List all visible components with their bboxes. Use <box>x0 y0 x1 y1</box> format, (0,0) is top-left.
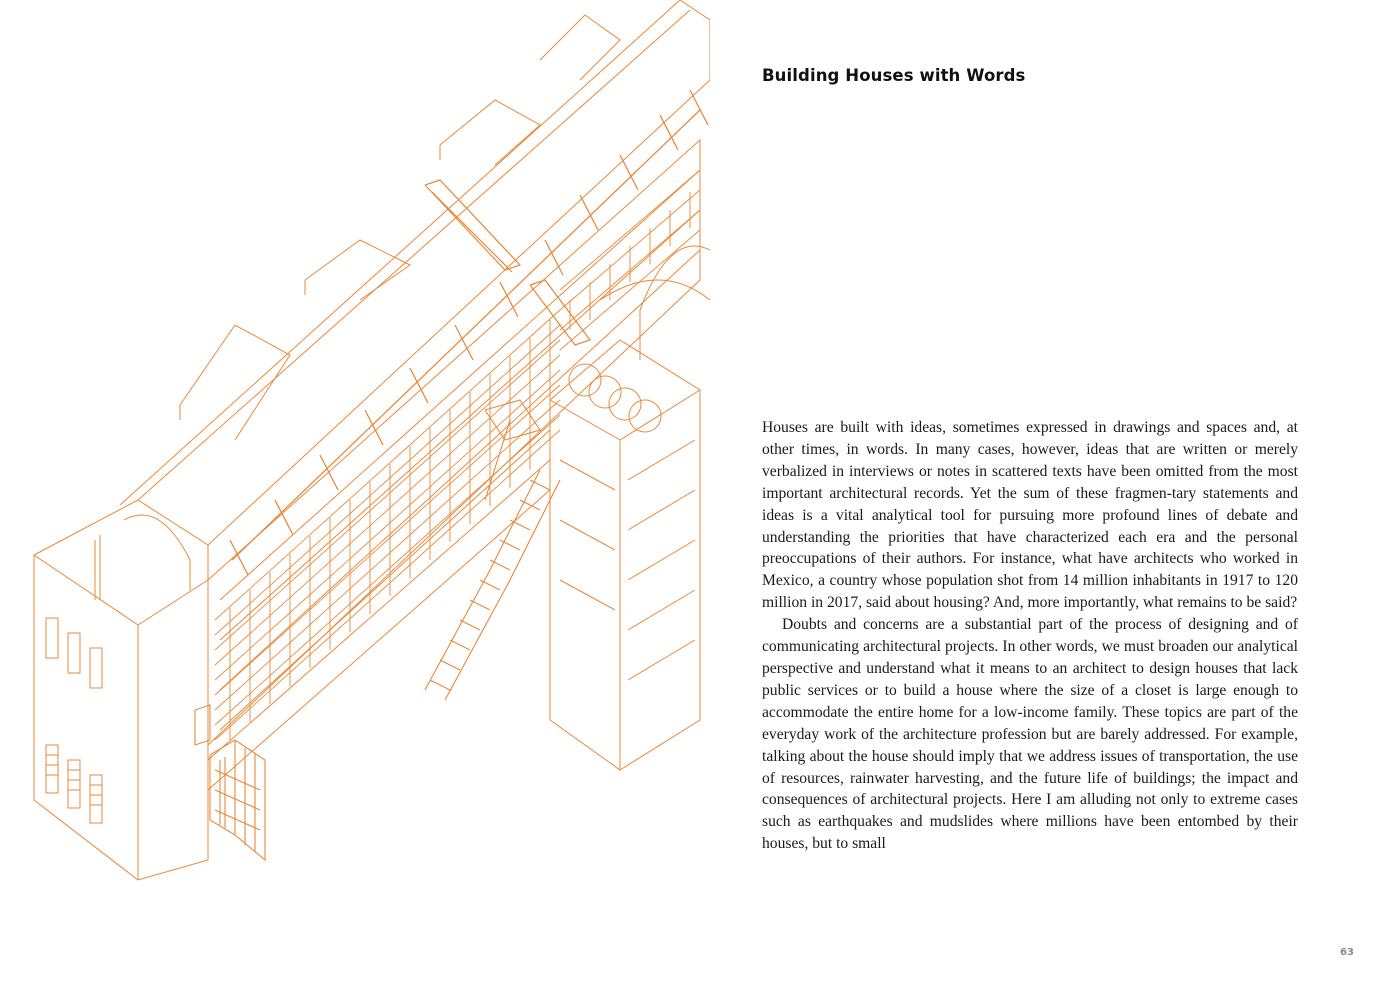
paragraph-2: Doubts and concerns are a substantial part of the process of designing and of communicating architectural projects. In other words, we must broaden our analytical perspective and understand what it means to an architect to design houses that lack public services or to build a house where the size of a closet is large enough to accommodate the entire home for a low-income family. These topics are part of the everyday work of the architecture profession but are barely addressed. For example, talking about the house should imply that we address issues of transportation, the use of resources, rainwater harvesting, and the future life of buildings; the impact and consequences of architectural projects. Here I am alluding not only to extreme cases such as earthquakes and mudslides where millions have been entombed by their houses, but to small <box>762 616 1298 853</box>
exterior-stair <box>425 400 560 700</box>
paragraph-1: Houses are built with ideas, sometimes expressed in drawings and spaces and, at other times, in words. In many cases, however, ideas that are written or merely verbalized in interviews or notes in scattered texts have been omitted from the most important architectural records. Yet the sum of these fragmen-tary statements and ideas is a vital analytical tool for pursuing more profound lines of debate and understanding the priorities that have characterized each era and the personal preoccupations of their authors. For instance, what have architects who worked in Mexico, a country whose population shot from 14 million inhabitants in 1917 to 120 million in 2017, said about housing? And, more importantly, what remains to be said? <box>762 419 1298 612</box>
axonometric-drawing <box>20 0 710 900</box>
screen-grid <box>215 170 700 740</box>
tower-block <box>550 280 710 770</box>
bridge-walkway <box>425 180 590 345</box>
section-heading: Building Houses with Words <box>762 66 1026 85</box>
body-text <box>762 417 1298 855</box>
page-number: 63 <box>1340 947 1354 958</box>
parapet-fins <box>230 90 708 575</box>
axonometric-building-illustration <box>20 0 710 900</box>
end-block <box>34 500 208 880</box>
